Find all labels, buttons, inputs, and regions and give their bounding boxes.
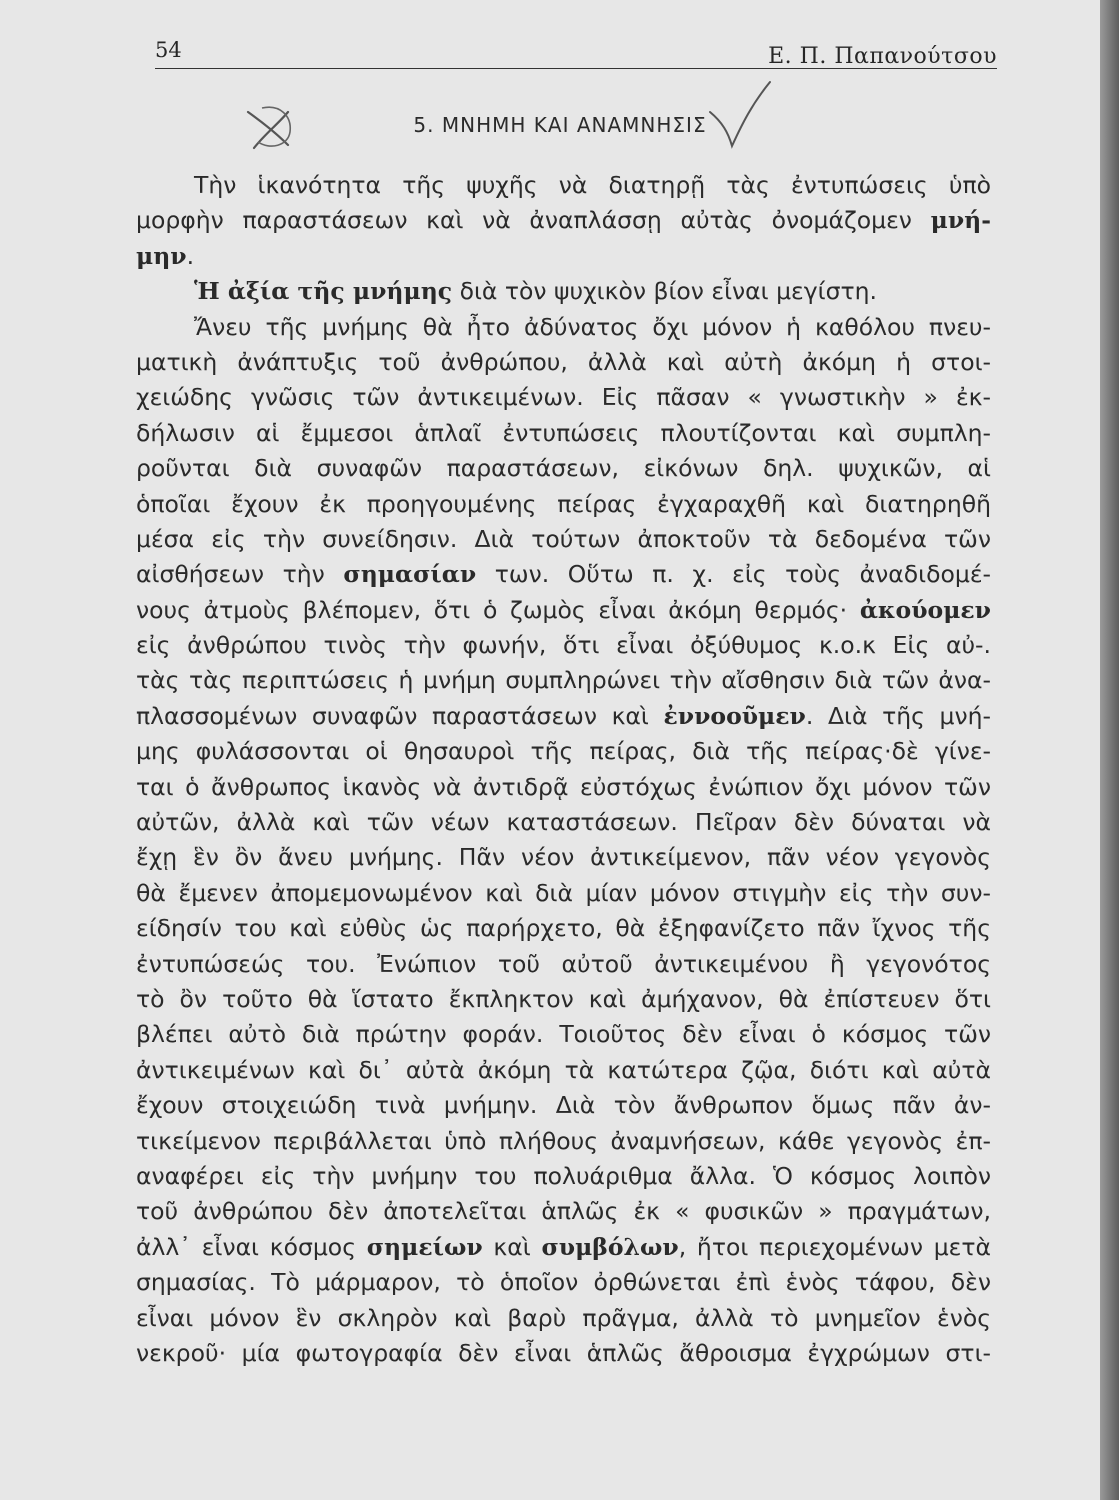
text-line: είδησίν του καὶ εὐθὺς ὡς παρήρχετο, θὰ ἐξηφανίζετο πᾶν ἴχνος τῆς xyxy=(136,914,991,943)
text-line: μέσα εἰς τὴν συνείδησιν. Διὰ τούτων ἀποκτοῦν τὰ δεδομένα τῶν xyxy=(136,524,991,553)
text-line: ματικὴ ἀνάπτυξις τοῦ ἀνθρώπου, ἀλλὰ καὶ αὐτὴ ἀκόμη ἡ στοι- xyxy=(136,347,991,376)
emphasis-term: ἐννοοῦμεν xyxy=(663,701,806,730)
section-title: 5. ΜΝΗΜΗ ΚΑΙ ΑΝΑΜΝΗΣΙΣ xyxy=(413,113,707,137)
page-number: 54 xyxy=(155,38,182,62)
text-line: Ἡ ἀξία τῆς μνήμης διὰ τὸν ψυχικὸν βίον εἶναι μεγίστη. xyxy=(194,277,877,306)
text-line: τικείμενον περιβάλλεται ὑπὸ πλήθους ἀναμνήσεων, κάθε γεγονὸς ἐπ- xyxy=(136,1126,991,1155)
text-line: τὸ ὂν τοῦτο θὰ ἵστατο ἔκπληκτον καὶ ἀμήχανον, θὰ ἐπίστευεν ὅτι xyxy=(136,984,991,1013)
emphasis-term: ἀκούομεν xyxy=(859,595,991,624)
text-line: αἰσθήσεων τὴν σημασίαν των. Οὕτω π. χ. εἰς τοὺς ἀναδιδομέ- xyxy=(136,560,991,589)
text-line: ἔχουν στοιχειώδη τινὰ μνήμην. Διὰ τὸν ἄνθρωπον ὅμως πᾶν ἀν- xyxy=(136,1091,991,1120)
text-line: Τὴν ἱκανότητα τῆς ψυχῆς νὰ διατηρῇ τὰς ἐντυπώσεις ὑπὸ xyxy=(194,171,991,199)
text-line: ἔχῃ ἓν ὂν ἄνευ μνήμης. Πᾶν νέον ἀντικείμενον, πᾶν νέον γεγονὸς xyxy=(136,843,991,872)
text-line: Ἄνευ τῆς μνήμης θὰ ἦτο ἀδύνατος ὄχι μόνον ἡ καθόλου πνευ- xyxy=(194,312,991,341)
text-line: σημασίας. Τὸ μάρμαρον, τὸ ὁποῖον ὀρθώνεται ἐπὶ ἑνὸς τάφου, δὲν xyxy=(136,1268,991,1297)
text-line: ροῦνται διὰ συναφῶν παραστάσεων, εἰκόνων δηλ. ψυχικῶν, αἱ xyxy=(136,454,991,483)
text-line: αὐτῶν, ἀλλὰ καὶ τῶν νέων καταστάσεων. Πεῖραν δὲν δύναται νὰ xyxy=(136,808,991,837)
body-text xyxy=(136,168,991,1371)
text-line: νους ἀτμοὺς βλέπομεν, ὅτι ὁ ζωμὸς εἶναι ἀκόμη θερμός· ἀκούομεν xyxy=(136,595,991,624)
text-line: μην. xyxy=(136,241,195,270)
text-line: νεκροῦ· μία φωτογραφία δὲν εἶναι ἁπλῶς ἄθροισμα ἐγχρώμων στι- xyxy=(136,1338,991,1367)
emphasis-term: μνή- xyxy=(930,206,991,235)
text-line: χειώδης γνῶσις τῶν ἀντικειμένων. Εἰς πᾶσαν « γνωστικὴν » ἐκ- xyxy=(136,383,991,412)
text-line: εἶναι μόνον ἓν σκληρὸν καὶ βαρὺ πρᾶγμα, ἀλλὰ τὸ μνημεῖον ἑνὸς xyxy=(136,1303,991,1332)
text-line: εἰς ἀνθρώπου τινὸς τὴν φωνήν, ὅτι εἶναι ὀξύθυμος κ.ο.κ Εἰς αὐ-. xyxy=(136,631,991,660)
page-edge-shadow xyxy=(1100,0,1119,1500)
emphasis-term: Ἡ ἀξία τῆς μνήμης xyxy=(194,277,453,306)
text-line: ἀντικειμένων καὶ δι᾽ αὐτὰ ἀκόμη τὰ κατώτερα ζῷα, διότι καὶ αὐτὰ xyxy=(136,1055,991,1084)
text-line: ται ὁ ἄνθρωπος ἱκανὸς νὰ ἀντιδρᾷ εὐστόχως ἐνώπιον ὄχι μόνον τῶν xyxy=(136,772,991,801)
text-line: θὰ ἔμενεν ἀπομεμονωμένον καὶ διὰ μίαν μόνον στιγμὴν εἰς τὴν συν- xyxy=(136,878,991,907)
emphasis-term: σημείων xyxy=(366,1232,483,1261)
text-line: μορφὴν παραστάσεων καὶ νὰ ἀναπλάσσῃ αὐτὰς ὀνομάζομεν μνή- xyxy=(136,206,991,235)
text-line: δήλωσιν αἱ ἔμμεσοι ἁπλαῖ ἐντυπώσεις πλουτίζονται καὶ συμπλη- xyxy=(136,418,991,447)
text-line: ἀλλ᾽ εἶναι κόσμος σημείων καὶ συμβόλων, ἤτοι περιεχομένων μετὰ xyxy=(136,1232,992,1261)
text-line: βλέπει αὐτὸ διὰ πρώτην φοράν. Τοιοῦτος δὲν εἶναι ὁ κόσμος τῶν xyxy=(136,1020,991,1049)
text-line: πλασσομένων συναφῶν παραστάσεων καὶ ἐννοοῦμεν. Διὰ τῆς μνή- xyxy=(136,701,991,730)
emphasis-term: μην xyxy=(136,241,187,270)
text-line: τὰς τὰς περιπτώσεις ἡ μνήμη συμπληρώνει τὴν αἴσθησιν διὰ τῶν ἀνα- xyxy=(136,666,991,695)
emphasis-term: συμβόλων xyxy=(541,1232,679,1261)
pencil-cross-mark xyxy=(248,112,288,148)
emphasis-term: σημασίαν xyxy=(343,560,477,589)
text-line: μης φυλάσσονται οἱ θησαυροὶ τῆς πείρας, διὰ τῆς πείρας·δὲ γίνε- xyxy=(136,737,991,766)
text-line: τοῦ ἀνθρώπου δὲν ἀποτελεῖται ἁπλῶς ἐκ « φυσικῶν » πραγμάτων, xyxy=(136,1197,991,1226)
text-line: αναφέρει εἰς τὴν μνήμην του πολυάριθμα ἄλλα. Ὁ κόσμος λοιπὸν xyxy=(136,1161,991,1190)
running-head-author: Ε. Π. Παπανούτσου xyxy=(768,44,997,69)
text-line: ἐντυπώσεώς του. Ἐνώπιον τοῦ αὐτοῦ ἀντικειμένου ἢ γεγονότος xyxy=(136,949,991,978)
text-line: ὁποῖαι ἔχουν ἐκ προηγουμένης πείρας ἐγχαραχθῆ καὶ διατηρηθῆ xyxy=(136,489,991,518)
